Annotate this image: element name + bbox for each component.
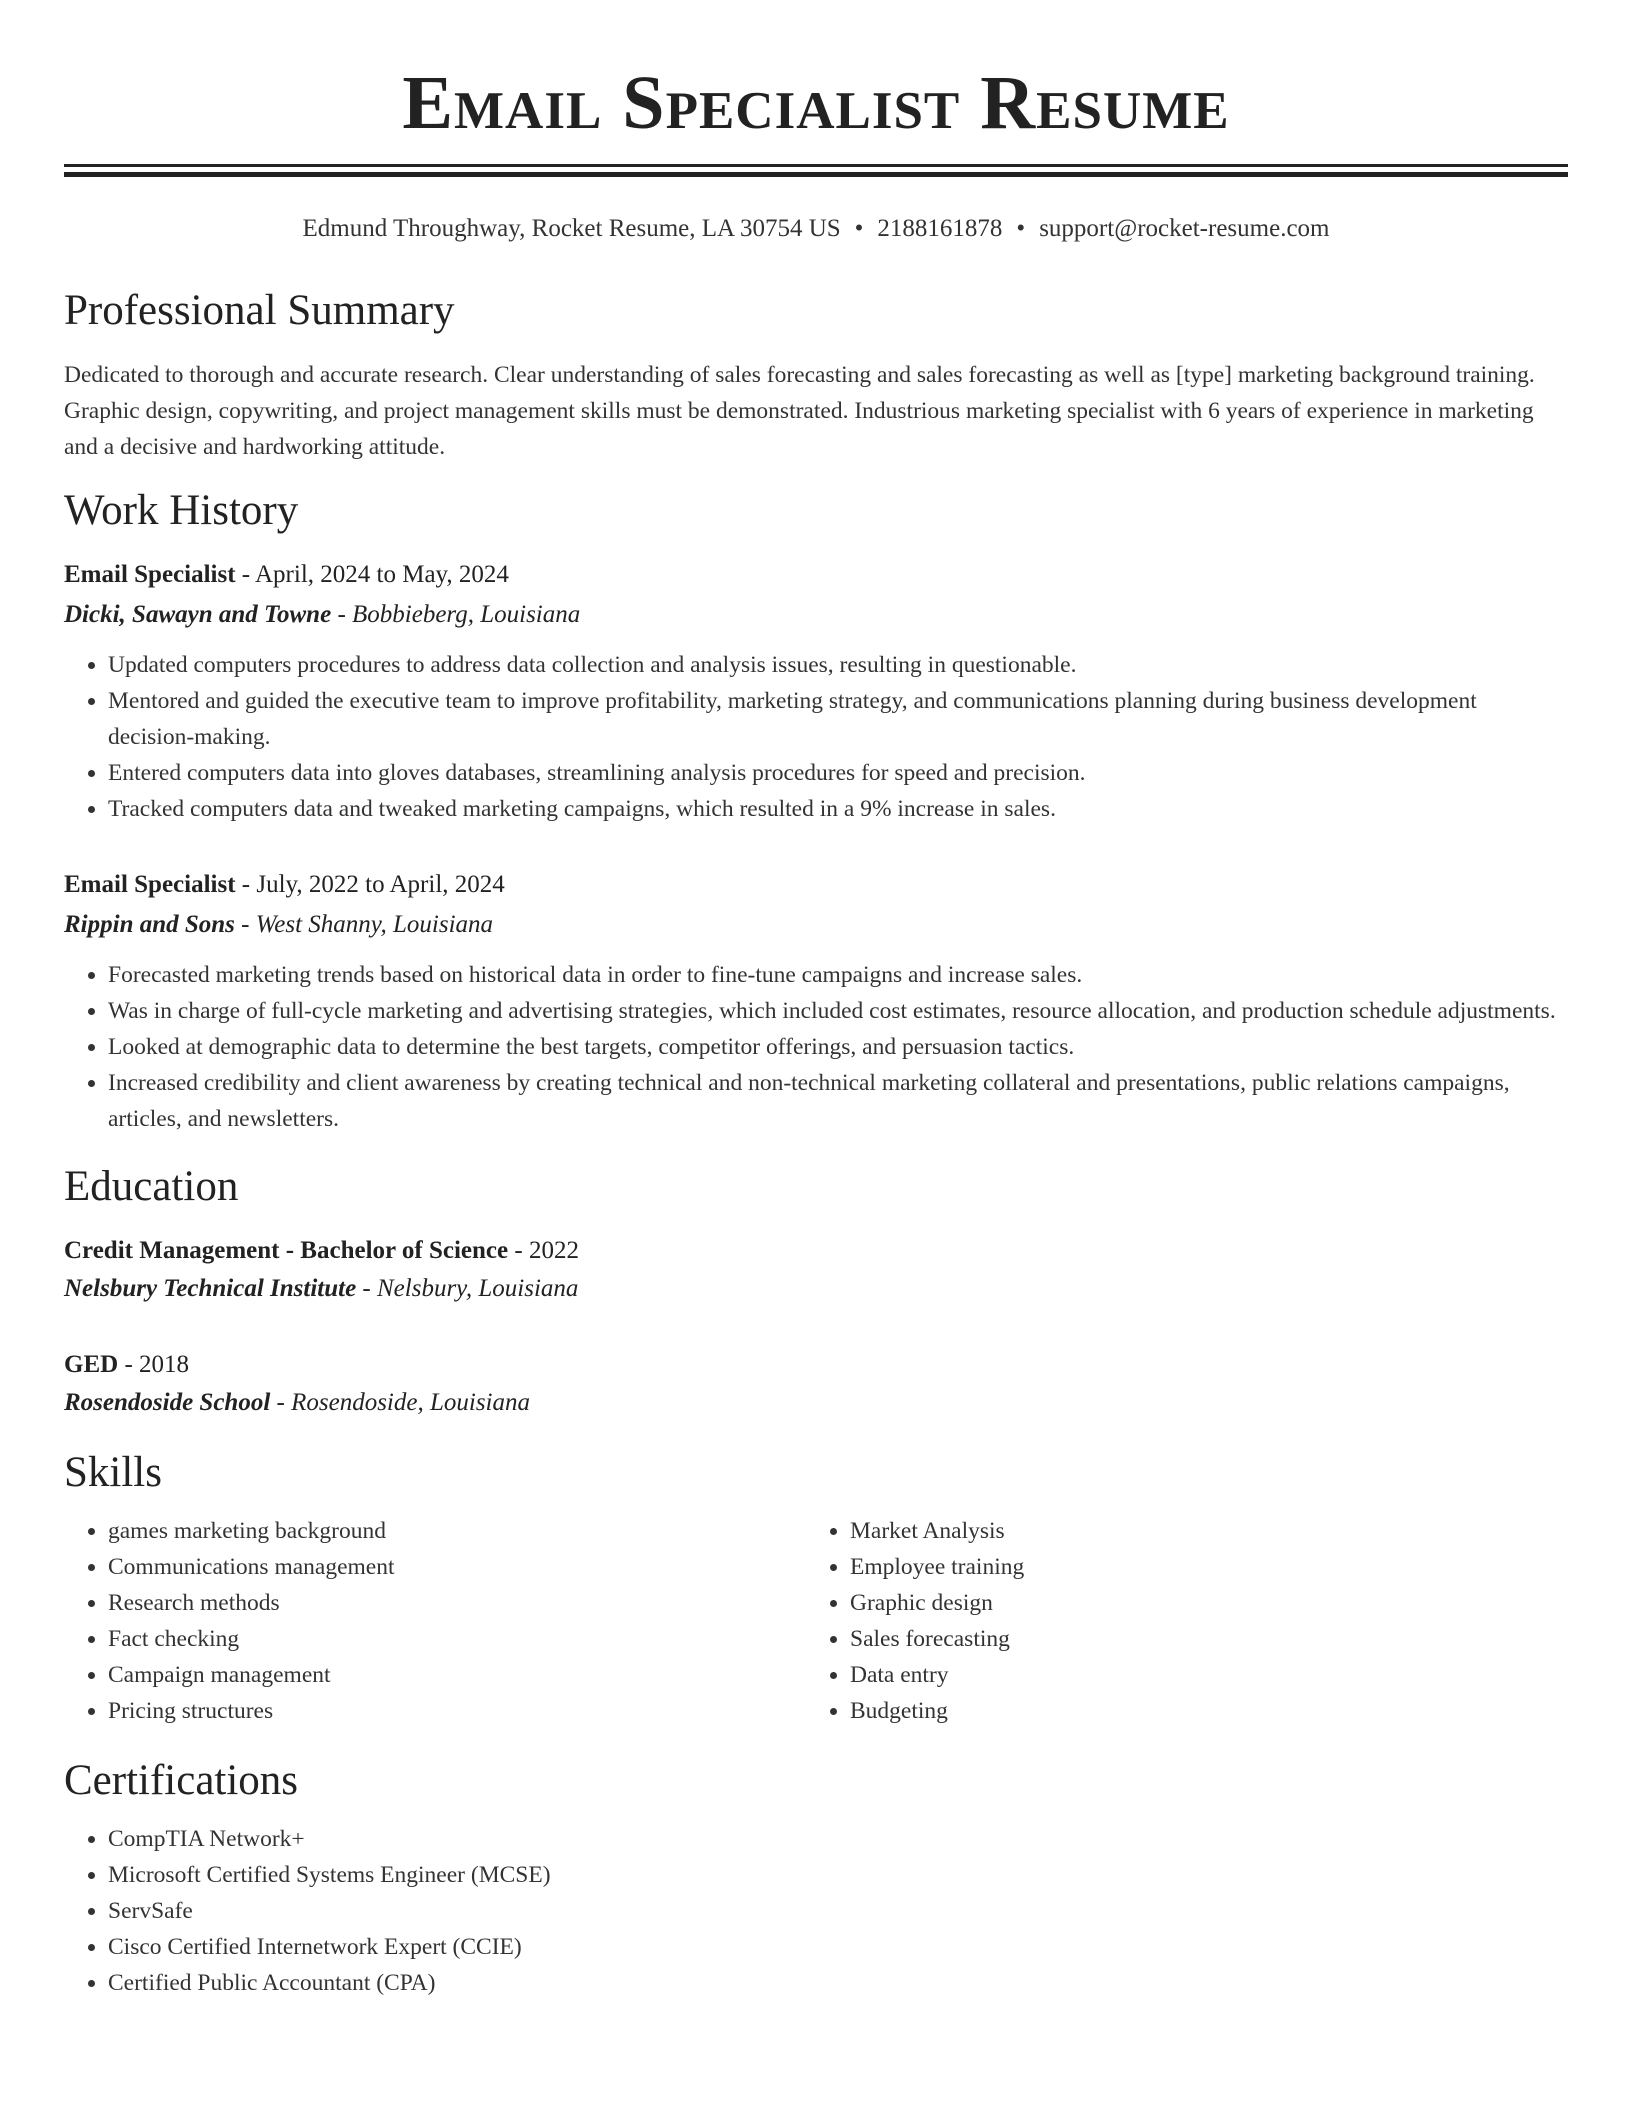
certification-item: • Certified Public Accountant (CPA) [108,1965,1568,2001]
skill-item: • Employee training [850,1549,1568,1585]
skill-item: • Market Analysis [850,1513,1568,1549]
job-employer [64,597,1568,633]
skills-heading: Skills [64,1449,162,1496]
skill-item: • Graphic design [850,1585,1568,1621]
summary-heading: Professional Summary [64,287,455,334]
contact-separator: • [1016,215,1026,242]
job-bullet: • Tracked computers data and tweaked marketing campaigns, which resulted in a 9% increase in sales. [108,791,1568,827]
title-rule-thin [64,164,1568,167]
certification-item: • CompTIA Network+ [108,1821,1568,1857]
skills-grid [64,1513,1568,1729]
job-bullet: • Mentored and guided the executive team to improve profitability, marketing strategy, and communications planning during business development decision-making. [108,683,1568,755]
job-company: Rippin and Sons [64,911,235,938]
skill-item: • games marketing background [108,1513,806,1549]
job-bullet: • Entered computers data into gloves databases, streamlining analysis procedures for speed and precision. [108,755,1568,791]
skills-column-left [64,1513,806,1729]
summary-text: Dedicated to thorough and accurate research. Clear understanding of sales forecasting and sales forecasting as well as [type] marketing background training. Graphic design, copywriting, and project management skills must be demonstrated. Industrious marketing specialist with 6 years of experience in marketing and a decisive and hardworking attitude. [64,362,1535,460]
certification-item: • ServSafe [108,1893,1568,1929]
education-header [64,1347,1568,1383]
skill-item: • Budgeting [850,1693,1568,1729]
job-location: - Bobbieberg, Louisiana [331,601,581,628]
skills-column-right [806,1513,1568,1729]
certification-item: • Cisco Certified Internetwork Expert (CCIE) [108,1929,1568,1965]
skill-item: • Campaign management [108,1657,806,1693]
contact-address: Edmund Throughway, Rocket Resume, LA 30754 US [302,215,841,242]
page-title: Email Specialist Resume [402,61,1230,145]
skill-item: • Pricing structures [108,1693,806,1729]
certification-item: • Microsoft Certified Systems Engineer (MCSE) [108,1857,1568,1893]
education-school: Rosendoside School [64,1389,271,1416]
job-bullet: • Increased credibility and client awareness by creating technical and non-technical marketing collateral and presentations, public relations campaigns, articles, and newsletters. [108,1065,1568,1137]
job-title: Email Specialist [64,871,236,898]
certifications-heading: Certifications [64,1757,299,1804]
education-year: - 2018 [118,1351,190,1378]
skill-item: • Fact checking [108,1621,806,1657]
contact-line [64,213,1568,245]
education-school-line [64,1271,1568,1307]
job-location: - West Shanny, Louisiana [234,911,494,938]
job-bullet: • Looked at demographic data to determine the best targets, competitor offerings, and persuasion tactics. [108,1029,1568,1065]
job-header [64,867,1568,903]
contact-email: support@rocket-resume.com [1039,215,1330,242]
skill-item: • Sales forecasting [850,1621,1568,1657]
job-dates: - April, 2024 to May, 2024 [235,561,509,588]
work-heading: Work History [64,487,299,534]
job-bullets [64,647,1568,827]
education-school-line [64,1385,1568,1421]
job-bullet: • Was in charge of full-cycle marketing and advertising strategies, which included cost estimates, resource allocation, and production schedule adjustments. [108,993,1568,1029]
education-school: Nelsbury Technical Institute [64,1275,357,1302]
skill-item: • Research methods [108,1585,806,1621]
job-company: Dicki, Sawayn and Towne [64,601,332,628]
title-rule-thick [64,172,1568,177]
job-dates: - July, 2022 to April, 2024 [235,871,505,898]
skill-item: • Communications management [108,1549,806,1585]
education-degree: Credit Management - Bachelor of Science [64,1237,509,1264]
education-location: - Rosendoside, Louisiana [270,1389,530,1416]
education-degree: GED [64,1351,119,1378]
job-header [64,557,1568,593]
contact-phone: 2188161878 [877,215,1003,242]
education-year: - 2022 [508,1237,579,1264]
job-employer [64,907,1568,943]
certifications-list [64,1821,1568,2001]
education-header [64,1233,1568,1269]
education-location: - Nelsbury, Louisiana [356,1275,579,1302]
education-heading: Education [64,1163,239,1210]
job-bullets [64,957,1568,1137]
job-bullet: • Updated computers procedures to address data collection and analysis issues, resulting in questionable. [108,647,1568,683]
job-title: Email Specialist [64,561,236,588]
skill-item: • Data entry [850,1657,1568,1693]
contact-separator: • [854,215,864,242]
job-bullet: • Forecasted marketing trends based on historical data in order to fine-tune campaigns and increase sales. [108,957,1568,993]
